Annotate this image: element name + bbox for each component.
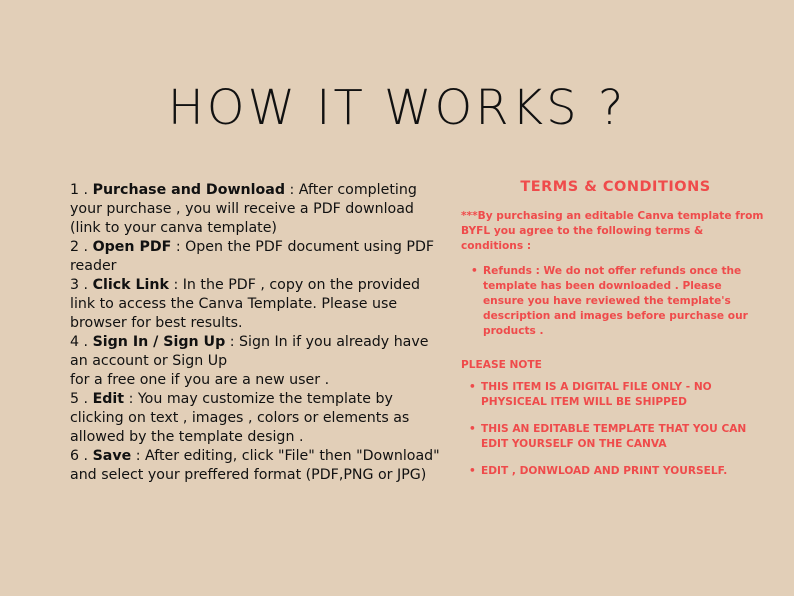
step-label: Open PDF	[92, 239, 172, 255]
note-item: • THIS AN EDITABLE TEMPLATE THAT YOU CAN EDIT YOURSELF ON THE CANVA	[481, 422, 766, 452]
note-title: PLEASE NOTE	[461, 359, 542, 371]
note-list	[461, 380, 766, 479]
page-title: HOW IT WORKS ?	[167, 80, 627, 136]
step-text: : After editing, click "File" then "Download" and select your preffered format (PDF,PNG or JPG)	[70, 448, 440, 483]
step-text: : Sign In if you already have an account or Sign Up	[70, 334, 429, 369]
step-1	[70, 181, 442, 238]
step-text: : You may customize the template by clicking on text , images , colors or elements as allowed by the template design .	[70, 391, 410, 445]
step-5	[70, 390, 442, 447]
terms-panel	[461, 179, 766, 491]
step-text: : Open the PDF document using PDF reader	[70, 239, 435, 274]
terms-item-refunds: • Refunds : We do not offer refunds once the template has been downloaded . Please ensure you have reviewed the template's description and images before purchase our products .	[483, 264, 766, 339]
step-number: 4 .	[70, 334, 93, 350]
step-number: 2 .	[70, 239, 93, 255]
note-item: • EDIT , DONWLOAD AND PRINT YOURSELF.	[481, 464, 766, 479]
step-4-extra: for a free one if you are a new user .	[70, 372, 330, 388]
terms-list	[461, 264, 766, 339]
step-label: Purchase and Download	[92, 182, 285, 198]
step-text: : After completing your purchase , you will receive a PDF download (link to your canva template)	[70, 182, 417, 236]
step-label: Sign In / Sign Up	[92, 334, 226, 350]
terms-intro: ***By purchasing an editable Canva template from BYFL you agree to the following terms & conditions :	[461, 210, 764, 252]
note-item: • THIS ITEM IS A DIGITAL FILE ONLY - NO PHYSICEAL ITEM WILL BE SHIPPED	[481, 380, 766, 410]
step-text: : In the PDF , copy on the provided link to access the Canva Template. Please use browser for best results.	[70, 277, 421, 331]
step-2	[70, 238, 442, 276]
step-label: Save	[92, 448, 132, 464]
step-number: 3 .	[70, 277, 93, 293]
step-number: 6 .	[70, 448, 93, 464]
step-number: 1 .	[70, 182, 93, 198]
step-number: 5 .	[70, 391, 93, 407]
step-label: Click Link	[92, 277, 169, 293]
step-label: Edit	[92, 391, 125, 407]
step-3	[70, 276, 442, 333]
step-4	[70, 333, 442, 371]
steps-list	[70, 181, 442, 485]
terms-title: TERMS & CONDITIONS	[520, 179, 711, 195]
step-6	[70, 447, 442, 485]
